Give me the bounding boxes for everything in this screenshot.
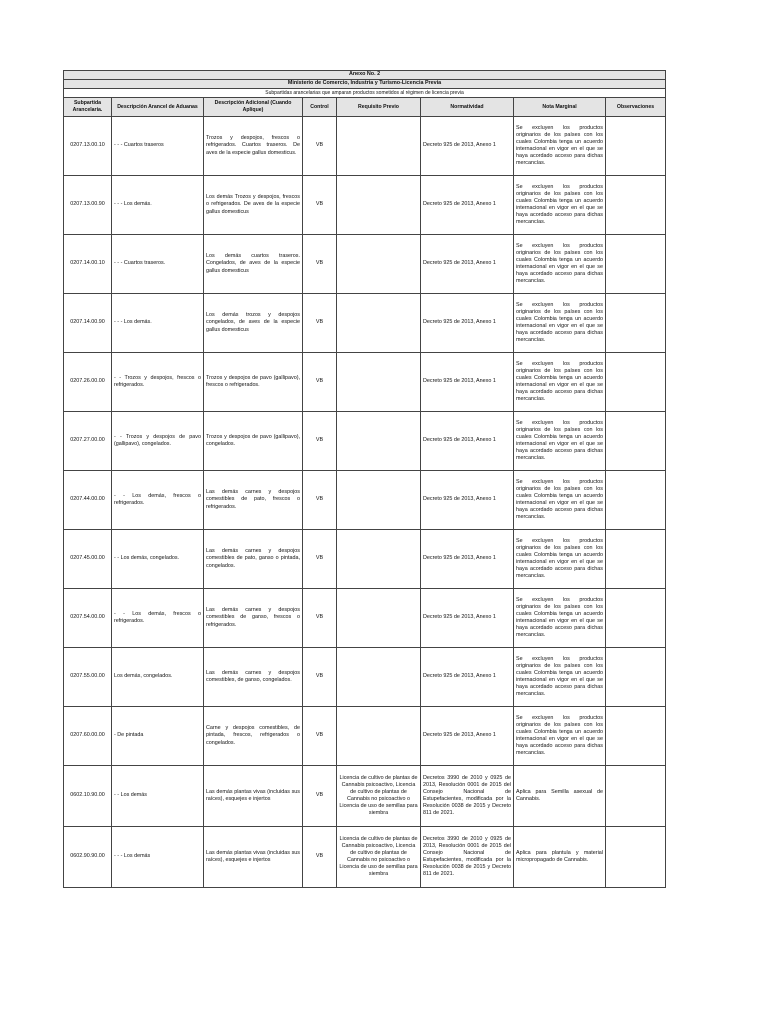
cell-normatividad: Decreto 925 de 2013, Anexo 1 [421, 412, 514, 471]
table-row [64, 707, 666, 766]
table-subtitle: Subpartidas arancelarias que amparan productos sometidos al régimen de licencia previa [64, 89, 666, 98]
cell-subpartida: 0207.14.00.10 [64, 235, 112, 294]
cell-adicional: Las demás carnes y despojos comestibles de ganso, frescos o refrigerados. [204, 589, 303, 648]
col-header-subpartida: Subpartida Arancelaria. [64, 98, 112, 117]
cell-normatividad: Decreto 925 de 2013, Anexo 1 [421, 648, 514, 707]
cell-normatividad: Decreto 925 de 2013, Anexo 1 [421, 176, 514, 235]
cell-observaciones [606, 471, 666, 530]
cell-normatividad: Decreto 925 de 2013, Anexo 1 [421, 235, 514, 294]
col-header-control: Control [303, 98, 337, 117]
cell-descripcion: - - Los demás, congelados. [112, 530, 204, 589]
cell-descripcion: - - - Cuartos traseros. [112, 235, 204, 294]
cell-subpartida: 0207.14.00.90 [64, 294, 112, 353]
cell-subpartida: 0602.90.90.00 [64, 827, 112, 888]
cell-normatividad: Decreto 925 de 2013, Anexo 1 [421, 353, 514, 412]
cell-requisito [337, 176, 421, 235]
cell-nota: Se excluyen los productos originarios de los países con los cuales Colombia tenga un acuerdo internacional en vigor en el que se haya acordado acceso para dichas mercancías. [514, 648, 606, 707]
cell-nota: Se excluyen los productos originarios de los países con los cuales Colombia tenga un acuerdo internacional en vigor en el que se haya acordado acceso para dichas mercancías. [514, 117, 606, 176]
table-row [64, 235, 666, 294]
col-header-normatividad: Normatividad [421, 98, 514, 117]
cell-nota: Se excluyen los productos originarios de los países con los cuales Colombia tenga un acuerdo internacional en vigor en el que se haya acordado acceso para dichas mercancías. [514, 707, 606, 766]
cell-subpartida: 0207.26.00.00 [64, 353, 112, 412]
cell-requisito [337, 589, 421, 648]
cell-normatividad: Decreto 925 de 2013, Anexo 1 [421, 117, 514, 176]
cell-adicional: Los demás trozos y despojos congelados, de aves de la especie gallus domesticus [204, 294, 303, 353]
cell-adicional: Los demás cuartos traseros. Congelados, de aves de la especie gallus domesticus [204, 235, 303, 294]
cell-adicional: Las demás carnes y despojos comestibles de pato, ganso o pintada, congelados. [204, 530, 303, 589]
table-row [64, 766, 666, 827]
cell-subpartida: 0207.55.00.00 [64, 648, 112, 707]
cell-descripcion: - - Trozos y despojos de pavo (gallipavo), congelados. [112, 412, 204, 471]
cell-control: VB [303, 648, 337, 707]
cell-adicional: Las demás carnes y despojos comestibles de pato, frescos o refrigerados. [204, 471, 303, 530]
anexo-title: Anexo No. 2 [64, 71, 666, 80]
col-header-requisito: Requisito Previo [337, 98, 421, 117]
cell-subpartida: 0207.60.00.00 [64, 707, 112, 766]
cell-observaciones [606, 530, 666, 589]
cell-subpartida: 0207.54.00.00 [64, 589, 112, 648]
cell-nota: Se excluyen los productos originarios de los países con los cuales Colombia tenga un acuerdo internacional en vigor en el que se haya acordado acceso para dichas mercancías. [514, 353, 606, 412]
cell-requisito [337, 471, 421, 530]
cell-subpartida: 0207.13.00.10 [64, 117, 112, 176]
cell-subpartida: 0207.27.00.00 [64, 412, 112, 471]
cell-subpartida: 0207.45.00.00 [64, 530, 112, 589]
table-row [64, 648, 666, 707]
cell-requisito [337, 530, 421, 589]
cell-adicional: Las demás carnes y despojos comestibles, de ganso, congelados. [204, 648, 303, 707]
table-row [64, 294, 666, 353]
cell-normatividad: Decreto 925 de 2013, Anexo 1 [421, 707, 514, 766]
cell-normatividad: Decretos 3990 de 2010 y 0925 de 2013, Resolución 0001 de 2015 del Consejo Nacional de Estupefacientes, modificada por la Resolución 0038 de 2015 y Decreto 811 de 2021. [421, 827, 514, 888]
cell-subpartida: 0207.44.00.00 [64, 471, 112, 530]
cell-observaciones [606, 235, 666, 294]
col-header-observaciones: Observaciones [606, 98, 666, 117]
table-row [64, 530, 666, 589]
cell-observaciones [606, 766, 666, 827]
cell-descripcion: - - Los demás, frescos o refrigerados. [112, 471, 204, 530]
cell-observaciones [606, 827, 666, 888]
cell-nota: Aplica para plantula y material micropropagado de Cannabis. [514, 827, 606, 888]
cell-requisito [337, 117, 421, 176]
cell-requisito: Licencia de cultivo de plantas de Cannabis psicoactivo, Licencia de cultivo de plantas de Cannabis no psicoactivo o Licencia de uso de semillas para siembra [337, 827, 421, 888]
cell-requisito: Licencia de cultivo de plantas de Cannabis psicoactivo, Licencia de cultivo de plantas de Cannabis no psicoactivo o Licencia de uso de semillas para siembra [337, 766, 421, 827]
cell-subpartida: 0602.10.90.00 [64, 766, 112, 827]
cell-nota: Aplica para Semilla asexual de Cannabis. [514, 766, 606, 827]
cell-normatividad: Decreto 925 de 2013, Anexo 1 [421, 530, 514, 589]
cell-descripcion: - - Los demás [112, 766, 204, 827]
cell-adicional: Las demás plantas vivas (incluidas sus raíces), esquejes e injertos [204, 827, 303, 888]
cell-control: VB [303, 117, 337, 176]
cell-observaciones [606, 707, 666, 766]
cell-descripcion: - De pintada [112, 707, 204, 766]
cell-descripcion: - - - Los demás. [112, 294, 204, 353]
cell-descripcion: - - Trozos y despojos, frescos o refrigerados. [112, 353, 204, 412]
table-row [64, 353, 666, 412]
cell-control: VB [303, 353, 337, 412]
cell-normatividad: Decreto 925 de 2013, Anexo 1 [421, 294, 514, 353]
col-header-descripcion: Descripción Arancel de Aduanas [112, 98, 204, 117]
cell-normatividad: Decreto 925 de 2013, Anexo 1 [421, 471, 514, 530]
col-header-adicional: Descripción Adicional (Cuando Aplique) [204, 98, 303, 117]
cell-requisito [337, 235, 421, 294]
cell-subpartida: 0207.13.00.90 [64, 176, 112, 235]
cell-observaciones [606, 648, 666, 707]
cell-adicional: Carne y despojos comestibles, de pintada, frescos, refrigerados o congelados. [204, 707, 303, 766]
cell-adicional: Los demás Trozos y despojos, frescos o refrigerados. De aves de la especie gallus domesticus [204, 176, 303, 235]
ministerio-title: Ministerio de Comercio, Industria y Turismo-Licencia Previa [64, 80, 666, 89]
cell-requisito [337, 353, 421, 412]
cell-adicional: Trozos y despojos, frescos o refrigerados. Cuartos traseros. De aves de la especie gallus domesticus. [204, 117, 303, 176]
table-row [64, 589, 666, 648]
cell-descripcion: - - - Los demás. [112, 176, 204, 235]
cell-observaciones [606, 117, 666, 176]
cell-observaciones [606, 294, 666, 353]
cell-control: VB [303, 471, 337, 530]
cell-normatividad: Decreto 925 de 2013, Anexo 1 [421, 589, 514, 648]
cell-control: VB [303, 707, 337, 766]
cell-descripcion: - - - Cuartos traseros [112, 117, 204, 176]
cell-control: VB [303, 294, 337, 353]
cell-observaciones [606, 353, 666, 412]
cell-descripcion: Los demás, congelados. [112, 648, 204, 707]
cell-requisito [337, 707, 421, 766]
cell-control: VB [303, 766, 337, 827]
cell-nota: Se excluyen los productos originarios de los países con los cuales Colombia tenga un acuerdo internacional en vigor en el que se haya acordado acceso para dichas mercancías. [514, 294, 606, 353]
cell-nota: Se excluyen los productos originarios de los países con los cuales Colombia tenga un acuerdo internacional en vigor en el que se haya acordado acceso para dichas mercancías. [514, 235, 606, 294]
cell-control: VB [303, 827, 337, 888]
table-row [64, 117, 666, 176]
cell-descripcion: - - - Los demás [112, 827, 204, 888]
cell-requisito [337, 648, 421, 707]
table-row [64, 412, 666, 471]
cell-nota: Se excluyen los productos originarios de los países con los cuales Colombia tenga un acuerdo internacional en vigor en el que se haya acordado acceso para dichas mercancías. [514, 412, 606, 471]
cell-adicional: Trozos y despojos de pavo (gallipavo), frescos o refrigerados. [204, 353, 303, 412]
cell-observaciones [606, 176, 666, 235]
col-header-nota: Nota Marginal [514, 98, 606, 117]
cell-control: VB [303, 412, 337, 471]
table-row [64, 827, 666, 888]
cell-descripcion: - - Los demás, frescos o refrigerados. [112, 589, 204, 648]
table-row [64, 471, 666, 530]
cell-control: VB [303, 589, 337, 648]
cell-adicional: Trozos y despojos de pavo (gallipavo), congelados. [204, 412, 303, 471]
cell-nota: Se excluyen los productos originarios de los países con los cuales Colombia tenga un acuerdo internacional en vigor en el que se haya acordado acceso para dichas mercancías. [514, 530, 606, 589]
table-row [64, 176, 666, 235]
cell-normatividad: Decretos 3990 de 2010 y 0925 de 2013, Resolución 0001 de 2015 del Consejo Nacional de Estupefacientes, modificada por la Resolución 0038 de 2015 y Decreto 811 de 2021. [421, 766, 514, 827]
cell-nota: Se excluyen los productos originarios de los países con los cuales Colombia tenga un acuerdo internacional en vigor en el que se haya acordado acceso para dichas mercancías. [514, 589, 606, 648]
cell-control: VB [303, 235, 337, 294]
cell-nota: Se excluyen los productos originarios de los países con los cuales Colombia tenga un acuerdo internacional en vigor en el que se haya acordado acceso para dichas mercancías. [514, 176, 606, 235]
cell-nota: Se excluyen los productos originarios de los países con los cuales Colombia tenga un acuerdo internacional en vigor en el que se haya acordado acceso para dichas mercancías. [514, 471, 606, 530]
cell-requisito [337, 294, 421, 353]
licencia-previa-table [63, 70, 666, 888]
cell-adicional: Las demás plantas vivas (incluidas sus raíces), esquejes e injertos [204, 766, 303, 827]
cell-control: VB [303, 176, 337, 235]
cell-control: VB [303, 530, 337, 589]
cell-requisito [337, 412, 421, 471]
cell-observaciones [606, 589, 666, 648]
cell-observaciones [606, 412, 666, 471]
